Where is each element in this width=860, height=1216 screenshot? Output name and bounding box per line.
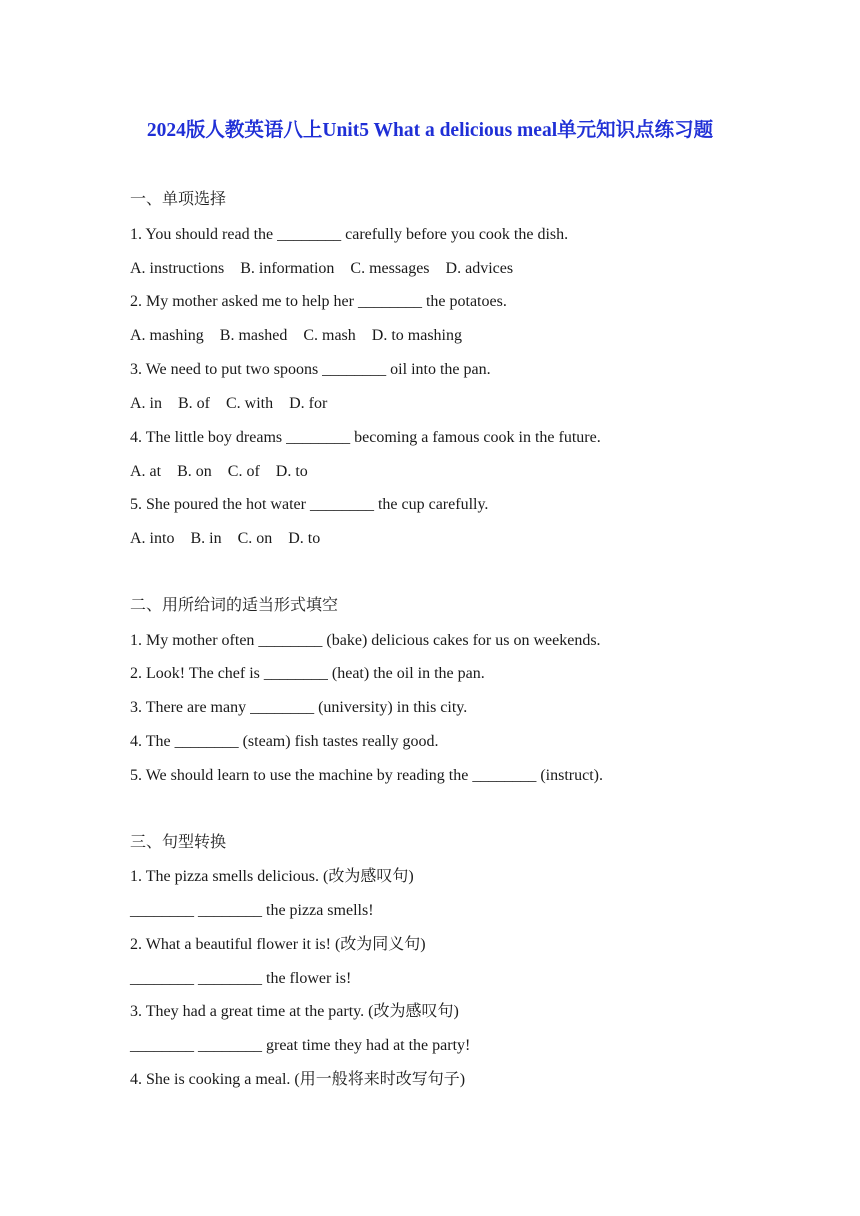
question-line: 3. They had a great time at the party. (改为感叹句) bbox=[130, 1003, 459, 1020]
section-heading-fill-in: 二、用所给词的适当形式填空 bbox=[130, 597, 339, 614]
answer-line: ________ ________ the flower is! bbox=[130, 970, 352, 987]
question-line: 2. Look! The chef is ________ (heat) the oil in the pan. bbox=[130, 665, 485, 682]
question-line: 1. My mother often ________ (bake) delicious cakes for us on weekends. bbox=[130, 632, 601, 649]
question-line: 5. We should learn to use the machine by reading the ________ (instruct). bbox=[130, 767, 603, 784]
question-line: 2. My mother asked me to help her ________ the potatoes. bbox=[130, 293, 507, 310]
question-line: 4. She is cooking a meal. (用一般将来时改写句子) bbox=[130, 1071, 466, 1088]
document-title: 2024版人教英语八上Unit5 What a delicious meal单元知识点练习题 bbox=[146, 120, 714, 141]
options-line: A. instructions B. information C. messages D. advices bbox=[130, 260, 514, 277]
answer-line: ________ ________ the pizza smells! bbox=[130, 902, 374, 919]
options-line: A. mashing B. mashed C. mash D. to mashing bbox=[130, 327, 462, 344]
question-line: 3. There are many ________ (university) in this city. bbox=[130, 699, 468, 716]
question-line: 1. The pizza smells delicious. (改为感叹句) bbox=[130, 868, 414, 885]
section-heading-sentence-transformation: 三、句型转换 bbox=[130, 834, 227, 851]
question-line: 1. You should read the ________ carefully before you cook the dish. bbox=[130, 226, 569, 243]
options-line: A. at B. on C. of D. to bbox=[130, 463, 308, 480]
question-line: 2. What a beautiful flower it is! (改为同义句) bbox=[130, 936, 426, 953]
question-line: 4. The ________ (steam) fish tastes really good. bbox=[130, 733, 439, 750]
question-line: 5. She poured the hot water ________ the cup carefully. bbox=[130, 496, 489, 513]
answer-line: ________ ________ great time they had at the party! bbox=[130, 1037, 471, 1054]
options-line: A. into B. in C. on D. to bbox=[130, 530, 321, 547]
section-heading-multiple-choice: 一、单项选择 bbox=[130, 191, 227, 208]
options-line: A. in B. of C. with D. for bbox=[130, 395, 328, 412]
question-line: 4. The little boy dreams ________ becoming a famous cook in the future. bbox=[130, 429, 601, 446]
question-line: 3. We need to put two spoons ________ oil into the pan. bbox=[130, 361, 491, 378]
